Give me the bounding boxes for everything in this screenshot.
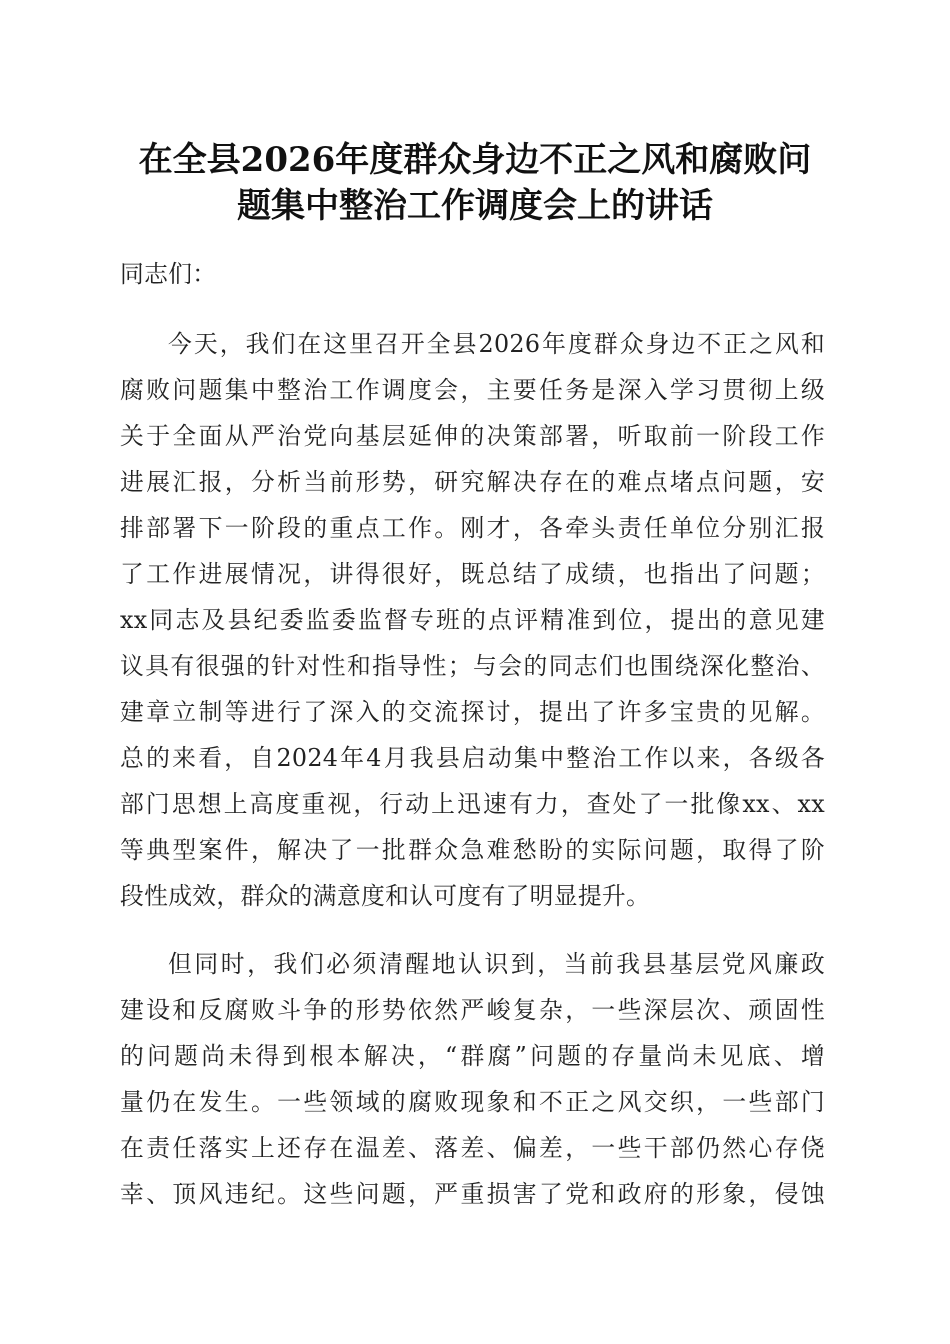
title-line-1: 在全县2026年度群众身边不正之风和腐败问: [138, 140, 812, 180]
body-line: 排部署下一阶段的重点工作。刚才，各牵头责任单位分别汇报: [120, 514, 825, 542]
body-line: 建章立制等进行了深入的交流探讨，提出了许多宝贵的见解。: [120, 698, 825, 726]
body-line: xx同志及县纪委监委监督专班的点评精准到位，提出的意见建: [120, 606, 825, 634]
title-line-2: 题集中整治工作调度会上的讲话: [237, 186, 713, 226]
body-line: 量仍在发生。一些领域的腐败现象和不正之风交织，一些部门: [120, 1088, 825, 1116]
body-line: 段性成效，群众的满意度和认可度有了明显提升。: [120, 882, 651, 910]
document-title: [110, 137, 840, 229]
body-line: 部门思想上高度重视，行动上迅速有力，查处了一批像xx、xx: [120, 790, 825, 818]
body-line: 等典型案件，解决了一批群众急难愁盼的实际问题，取得了阶: [120, 836, 825, 864]
body-line: 关于全面从严治党向基层延伸的决策部署，听取前一阶段工作: [120, 422, 825, 450]
body-line: 今天，我们在这里召开全县2026年度群众身边不正之风和: [168, 330, 825, 358]
body-line: 建设和反腐败斗争的形势依然严峻复杂，一些深层次、顽固性: [120, 996, 825, 1024]
body-line: 幸、顶风违纪。这些问题，严重损害了党和政府的形象，侵蚀: [120, 1180, 825, 1208]
salutation: 同志们：: [120, 260, 217, 288]
body-line: 腐败问题集中整治工作调度会，主要任务是深入学习贯彻上级: [120, 376, 825, 404]
body-line: 总的来看，自2024年4月我县启动集中整治工作以来，各级各: [120, 744, 825, 772]
body-line: 在责任落实上还存在温差、落差、偏差，一些干部仍然心存侥: [120, 1134, 825, 1162]
body-line: 议具有很强的针对性和指导性；与会的同志们也围绕深化整治、: [120, 652, 825, 680]
body-line: 了工作进展情况，讲得很好，既总结了成绩，也指出了问题；: [120, 560, 825, 588]
body-line: 的问题尚未得到根本解决，“群腐”问题的存量尚未见底、增: [120, 1042, 825, 1070]
body-line: 但同时，我们必须清醒地认识到，当前我县基层党风廉政: [168, 950, 825, 978]
body-line: 进展汇报，分析当前形势，研究解决存在的难点堵点问题，安: [120, 468, 825, 496]
